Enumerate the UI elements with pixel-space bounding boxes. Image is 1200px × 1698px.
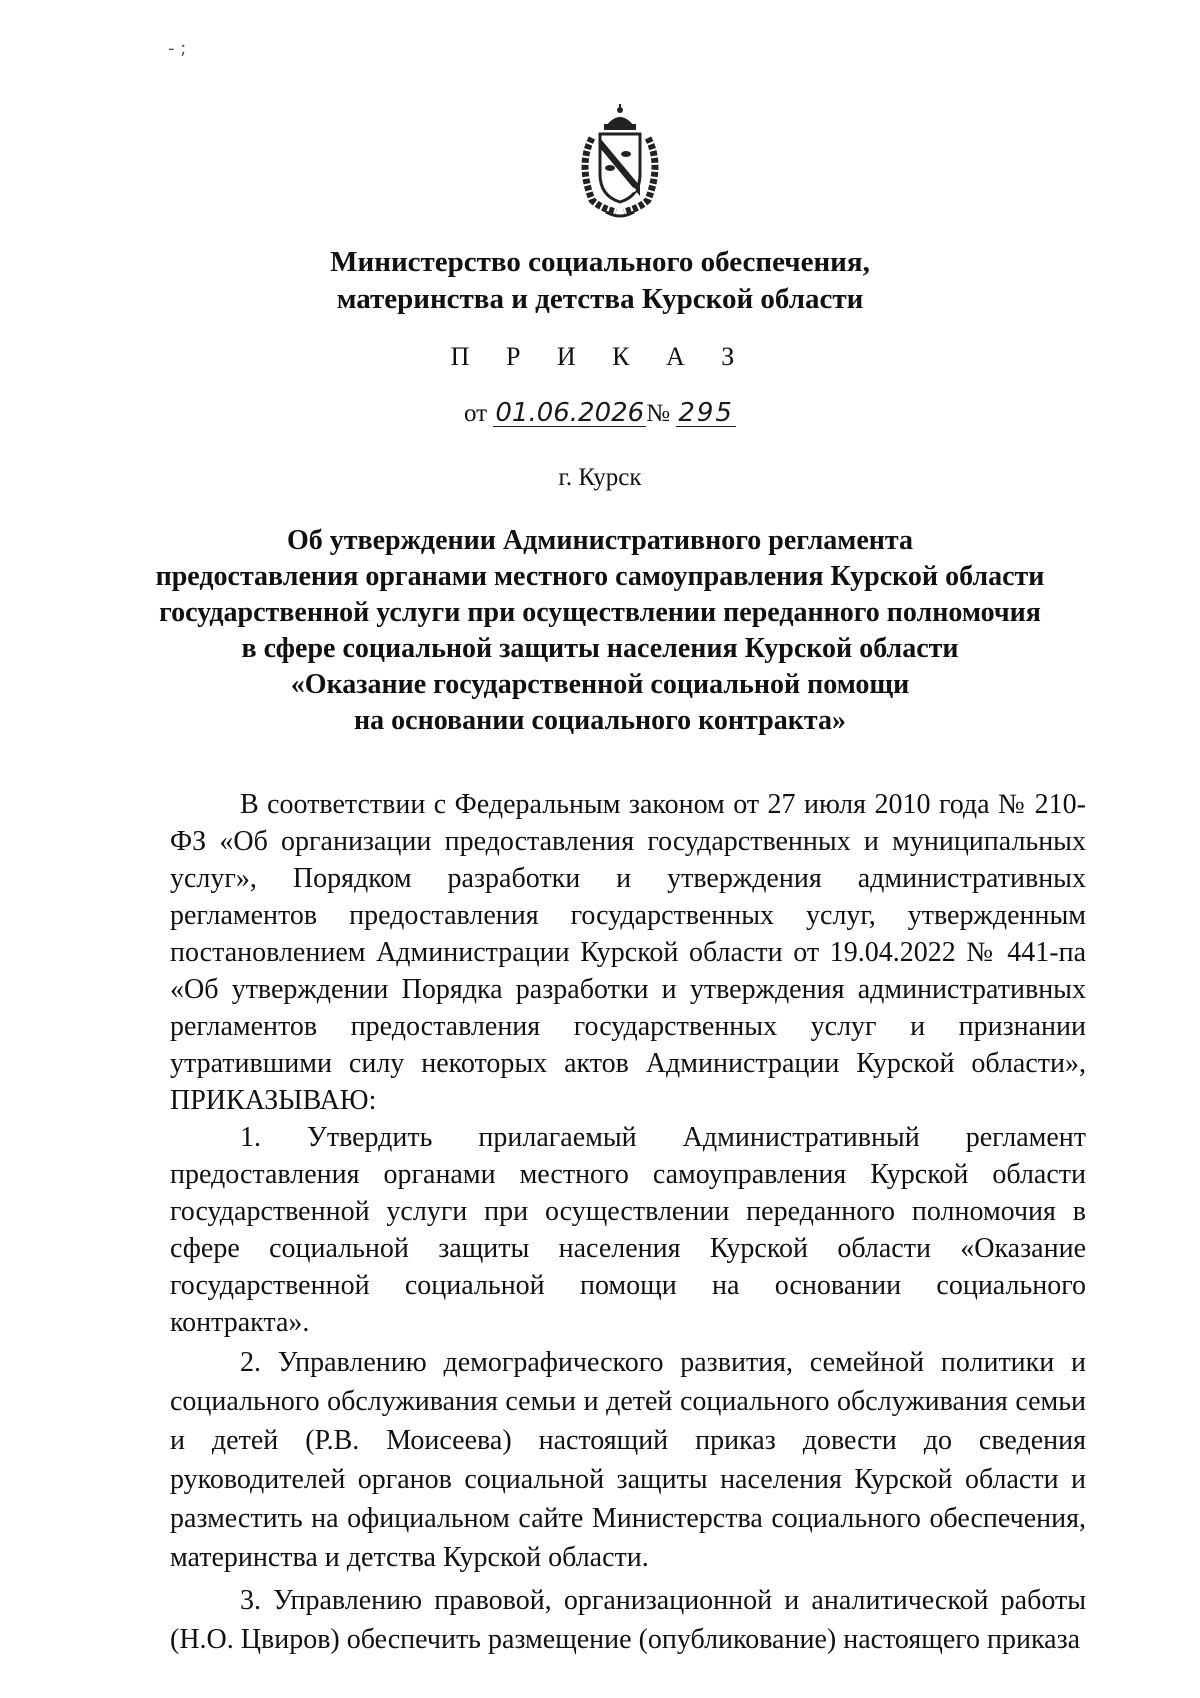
order-body: [170, 786, 1086, 1659]
number-prefix: №: [646, 400, 671, 427]
preamble-paragraph: В соответствии с Федеральным законом от 27 июля 2010 года № 210-ФЗ «Об организации предоставления государственных и муниципальных услуг», Порядком разработки и утверждения административных регламентов предоставления государственных услуг, утвержденным постановлением Администрации Курской области от 19.04.2022 № 441-па «Об утверждении Порядка разработки и утверждения административных регламентов предоставления государственных услуг и признании утратившими силу некоторых актов Администрации Курской области», ПРИКАЗЫВАЮ:: [170, 789, 1086, 1116]
order-title: [0, 523, 1200, 739]
title-line: «Оказание государственной социальной помощи: [290, 669, 910, 700]
issuing-authority: [0, 244, 1200, 318]
ministry-line-1: Министерство социального обеспечения,: [330, 246, 870, 278]
title-line: на основании социального контракта»: [354, 705, 846, 736]
scan-artifact: - ;: [168, 38, 187, 59]
date-prefix: от: [464, 400, 488, 427]
ministry-line-2: материнства и детства Курской области: [336, 283, 864, 315]
document-type: П Р И К А З: [450, 342, 750, 371]
order-date-number: [0, 400, 1200, 428]
item-2-paragraph: 2. Управлению демографического развития, семейной политики и социального обслуживания семьи и детей социального обслуживания семьи и детей (Р.В. Моисеева) настоящий приказ довести до сведения руководителей органов социальной защиты населения Курской области и разместить на официальном сайте Министерства социального обеспечения, материнства и детства Курской области.: [170, 1347, 1086, 1573]
item-3-paragraph: 3. Управлению правовой, организационной и аналитической работы (Н.О. Цвиров) обеспечить размещение (опубликование) настоящего приказа: [170, 1585, 1086, 1655]
order-date: 01.06.2026: [495, 398, 645, 428]
item-1-paragraph: 1. Утвердить прилагаемый Административный регламент предоставления органами местного самоуправления Курской области государственной услуги при осуществлении переданного полномочия в сфере социальной защиты населения Курской области «Оказание государственной социальной помощи на основании социального контракта».: [170, 1122, 1086, 1338]
title-line: Об утверждении Административного регламента: [286, 525, 914, 556]
kursk-coat-of-arms-icon: [570, 104, 670, 220]
order-city: г. Курск: [558, 464, 642, 491]
order-number: 295: [678, 398, 734, 428]
title-line: в сфере социальной защиты населения Курской области: [241, 633, 959, 664]
title-line: предоставления органами местного самоуправления Курской области: [155, 561, 1045, 592]
title-line: государственной услуги при осуществлении переданного полномочия: [159, 597, 1041, 628]
